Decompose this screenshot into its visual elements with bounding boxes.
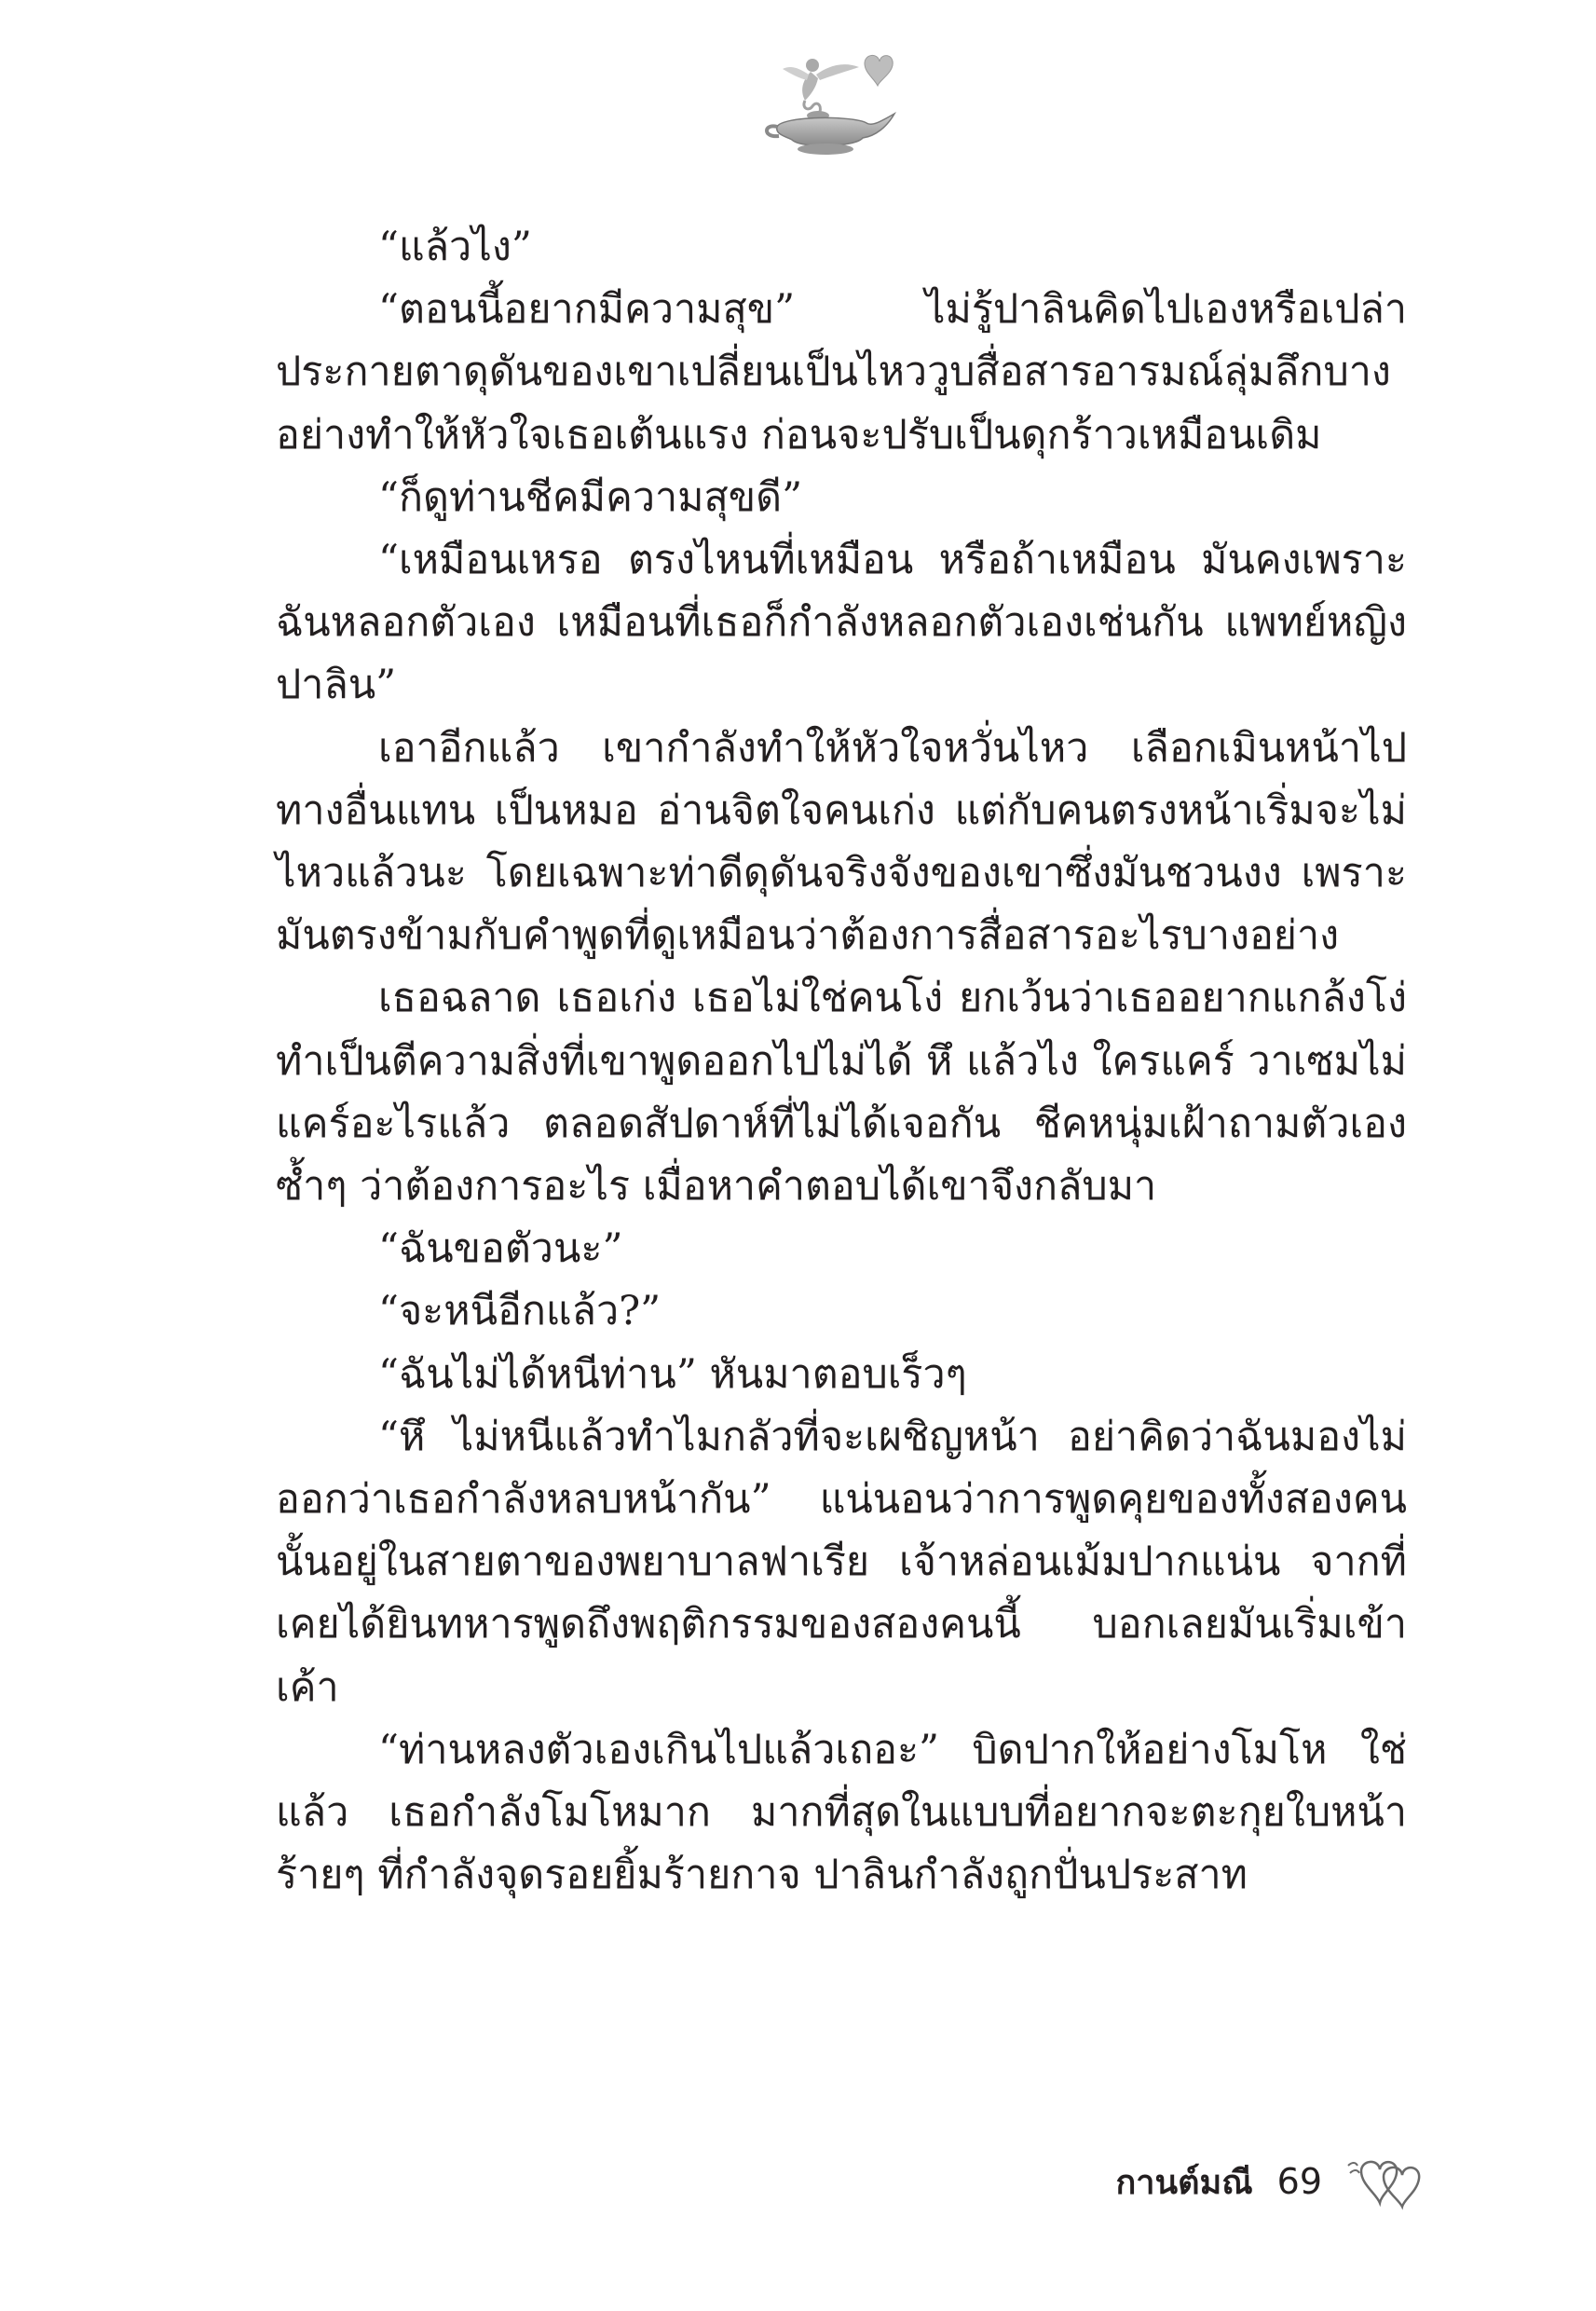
book-title: กานต์มณี bbox=[1115, 2163, 1253, 2202]
paragraph: “แล้วไง” bbox=[378, 224, 532, 270]
paragraph: “จะหนีอีกแล้ว?” bbox=[378, 1288, 662, 1335]
paragraph: “ฉันไม่ได้หนีท่าน” หันมาตอบเร็วๆ bbox=[378, 1350, 967, 1398]
paragraph: “เหมือนเหรอ ตรงไหนที่เหมือน หรือถ้าเหมือน มันคงเพราะฉันหลอกตัวเอง เหมือนที่เธอก็กำลังหลอกตัวเองเช่นกัน แพทย์หญิงปาลิน” bbox=[276, 537, 1407, 709]
paragraph: “ก็ดูท่านชีคมีความสุขดี” bbox=[378, 473, 803, 521]
double-heart-icon bbox=[1343, 2153, 1428, 2210]
paragraph: เอาอีกแล้ว เขากำลังทำให้หัวใจหวั่นไหว เลือกเมินหน้าไปทางอื่นแทน เป็นหมอ อ่านจิตใจคนเก่ง แต่กับคนตรงหน้าเริ่มจะไม่ไหวแล้วนะ โดยเฉพาะท่าดีดุดันจริงจังของเขาซึ่งมันชวนงง เพราะมันตรงข้ามกับคำพูดที่ดูเหมือนว่าต้องการสื่อสารอะไรบางอย่าง bbox=[276, 724, 1407, 960]
paragraph: “ท่านหลงตัวเองเกินไปแล้วเถอะ” บิดปากให้อย่างโมโห ใช่แล้ว เธอกำลังโมโหมาก มากที่สุดในแบบที่อยากจะตะกุยใบหน้าร้ายๆ ที่กำลังจุดรอยยิ้มร้ายกาจ ปาลินกำลังถูกปั่นประสาท bbox=[276, 1726, 1407, 1899]
paragraph: “หึ ไม่หนีแล้วทำไมกลัวที่จะเผชิญหน้า อย่าคิดว่าฉันมองไม่ออกว่าเธอกำลังหลบหน้ากัน” แน่นอนว่าการพูดคุยของทั้งสองคนนั้นอยู่ในสายตาของพยาบาลฟาเรีย เจ้าหล่อนเม้มปากแน่น จากที่เคยได้ยินทหารพูดถึงพฤติกรรมของสองคนนี้ บอกเลยมันเริ่มเข้าเค้า bbox=[276, 1413, 1407, 1711]
paragraph: เธอฉลาด เธอเก่ง เธอไม่ใช่คนโง่ ยกเว้นว่าเธออยากแกล้งโง่ ทำเป็นตีความสิ่งที่เขาพูดออกไปไม่ได้ หึ แล้วไง ใครแคร์ วาเซมไม่แคร์อะไรแล้ว ตลอดสัปดาห์ที่ไม่ได้เจอกัน ชีคหนุ่มเฝ้าถามตัวเองซ้ำๆ ว่าต้องการอะไร เมื่อหาคำตอบได้เขาจึงกลับมา bbox=[276, 975, 1407, 1210]
chapter-body bbox=[276, 216, 1407, 1907]
magic-lamp-with-fairy-icon bbox=[755, 47, 904, 158]
paragraph: “ตอนนี้อยากมีความสุข” ไม่รู้ปาลินคิดไปเองหรือเปล่า ประกายตาดุดันของเขาเปลี่ยนเป็นไหววูบสื่อสารอารมณ์ลุ่มลึกบางอย่างทำให้หัวใจเธอเต้นแรง ก่อนจะปรับเป็นดุกร้าวเหมือนเดิม bbox=[276, 286, 1407, 458]
paragraph: “ฉันขอตัวนะ” bbox=[378, 1225, 623, 1273]
page-number: 69 bbox=[1276, 2161, 1322, 2202]
page-footer bbox=[1116, 2153, 1429, 2210]
